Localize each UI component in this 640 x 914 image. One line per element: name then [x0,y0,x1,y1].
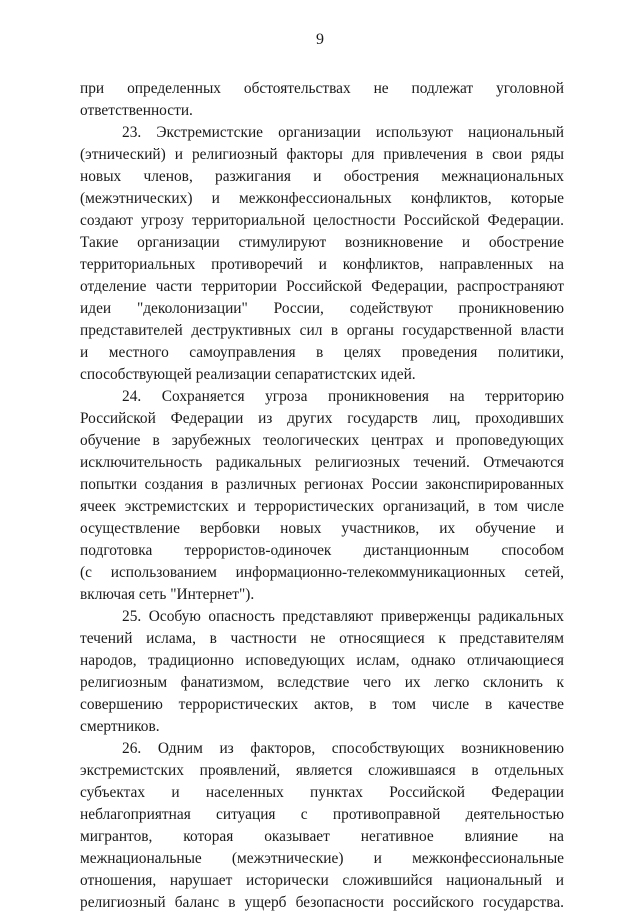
text-line: религиозный баланс в ущерб безопасности российского государства. [80,894,564,911]
text-line: способствующей реализации сепаратистских идей. [80,366,416,383]
text-line: территориальных противоречий и конфликтов, направленных на [80,256,564,273]
text-line: народов, традиционно исповедующих ислам, однако отличающиеся [80,652,564,669]
text-line: создают угрозу территориальной целостности Российской Федерации. [80,212,564,229]
text-line: отделение части территории Российской Федерации, распространяют [80,278,564,295]
paragraph-24 [80,386,564,606]
text-line: и местного самоуправления в целях проведения политики, [80,344,564,361]
text-line: включая сеть "Интернет"). [80,586,255,603]
text-line: религиозным фанатизмом, вследствие чего их легко склонить к [80,674,564,691]
paragraph-23 [80,122,564,386]
page-number: 9 [316,31,324,48]
text-line: попытки создания в различных регионах России законспирированных [80,476,564,493]
paragraph-continuation [80,78,564,122]
text-line: экстремистских проявлений, является сложившаяся в отдельных [80,762,564,779]
text-line: (межэтнических) и межконфессиональных конфликтов, которые [80,190,564,207]
text-line: 26. Одним из факторов, способствующих возникновению [122,740,564,757]
text-line: (с использованием информационно-телекоммуникационных сетей, [80,564,564,581]
text-line: субъектах и населенных пунктах Российской Федерации [80,784,564,801]
text-line: подготовка террористов-одиночек дистанционным способом [80,542,564,559]
text-line: ответственности. [80,102,193,119]
text-line: новых членов, разжигания и обострения межнациональных [80,168,564,185]
text-line: отношения, нарушает исторически сложившийся национальный и [80,872,564,889]
text-line: смертников. [80,718,160,735]
text-line: осуществление вербовки новых участников, их обучение и [80,520,564,537]
text-line: неблагоприятная ситуация с противоправной деятельностью [80,806,564,823]
text-line: ячеек экстремистских и террористических организаций, в том числе [80,498,564,515]
text-line: исключительность радикальных религиозных течений. Отмечаются [80,454,564,471]
text-line: течений ислама, в частности не относящиеся к представителям [80,630,564,647]
text-line: (этнический) и религиозный факторы для привлечения в свои ряды [80,146,564,163]
text-line: обучение в зарубежных теологических центрах и проповедующих [80,432,564,449]
text-line: мигрантов, которая оказывает негативное влияние на [80,828,564,845]
text-line: Такие организации стимулируют возникновение и обострение [80,234,564,251]
text-line: 23. Экстремистские организации используют национальный [122,124,564,141]
text-line: Российской Федерации из других государств лиц, проходивших [80,410,564,427]
text-line: представителей деструктивных сил в органы государственной власти [80,322,564,339]
text-line: при определенных обстоятельствах не подлежат уголовной [80,80,564,97]
text-line: идеи "деколонизации" России, содействуют проникновению [80,300,564,317]
document-body [80,78,564,914]
text-line: 25. Особую опасность представляют приверженцы радикальных [122,608,564,625]
paragraph-25 [80,606,564,738]
text-line: совершению террористических актов, в том числе в качестве [80,696,564,713]
paragraph-26 [80,738,564,914]
text-line: межнациональные (межэтнические) и межконфессиональные [80,850,564,867]
text-line: 24. Сохраняется угроза проникновения на территорию [122,388,564,405]
